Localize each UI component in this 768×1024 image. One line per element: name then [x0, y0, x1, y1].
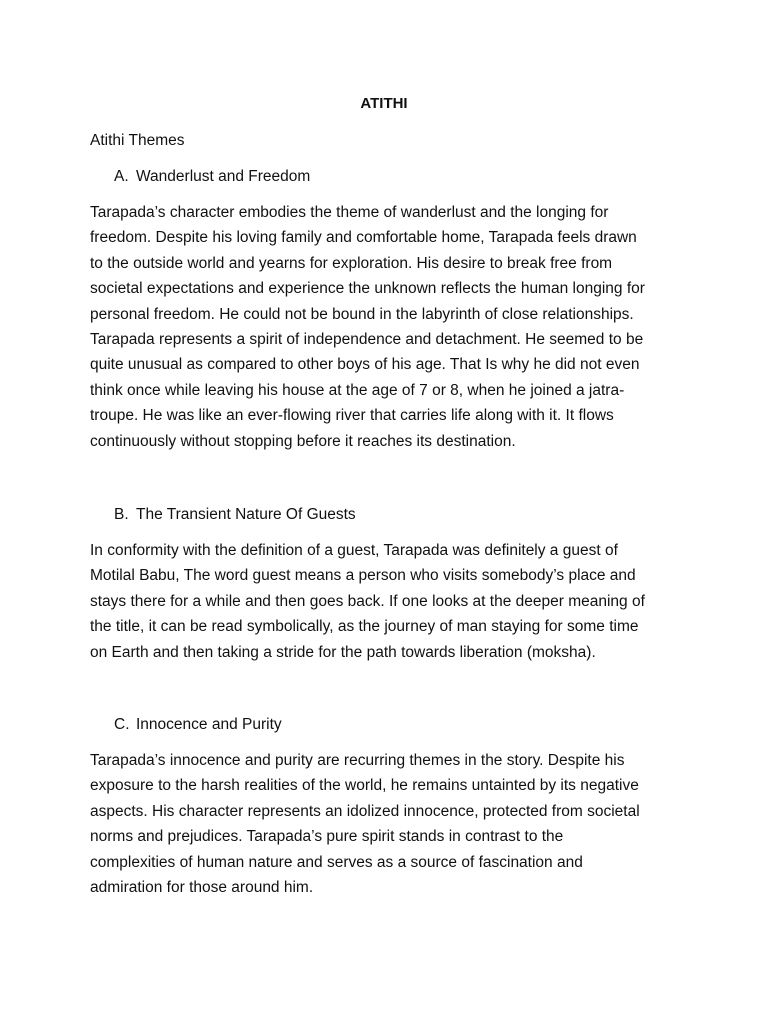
paragraph-line: Tarapada’s character embodies the theme of wanderlust and the longing for: [90, 204, 609, 221]
paragraph-line: freedom. Despite his loving family and comfortable home, Tarapada feels drawn: [90, 229, 637, 247]
paragraph-line: In conformity with the definition of a guest, Tarapada was definitely a guest of: [90, 542, 618, 559]
paragraph-line: the title, it can be read symbolically, as the journey of man staying for some time: [90, 618, 639, 636]
section-heading-text: Wanderlust and Freedom: [136, 168, 311, 185]
section-heading-text: Innocence and Purity: [136, 716, 282, 733]
section-letter: C.: [114, 716, 130, 733]
paragraph-line: to the outside world and yearns for exploration. His desire to break free from: [90, 254, 613, 272]
paragraph-line: Tarapada represents a spirit of independence and detachment. He seemed to be: [90, 331, 644, 349]
section-paragraph-b: [90, 538, 690, 665]
section-heading-b: [114, 505, 356, 525]
section-heading-text: The Transient Nature Of Guests: [136, 506, 356, 523]
paragraph-line: troupe. He was like an ever-flowing river that carries life along with it. It flows: [90, 407, 614, 425]
paragraph-line: on Earth and then taking a stride for the path towards liberation (moksha).: [90, 643, 596, 661]
document-title: ATITHI: [360, 95, 408, 112]
section-letter: A.: [114, 168, 129, 185]
section-letter: B.: [114, 506, 129, 523]
section-heading-c: [114, 715, 282, 735]
paragraph-line: Tarapada’s innocence and purity are recurring themes in the story. Despite his: [90, 752, 625, 769]
paragraph-line: quite unusual as compared to other boys of his age. That Is why he did not even: [90, 356, 640, 374]
paragraph-line: personal freedom. He could not be bound in the labyrinth of close relationships.: [90, 305, 634, 323]
paragraph-line: complexities of human nature and serves as a source of fascination and: [90, 853, 583, 871]
section-paragraph-a: [90, 200, 690, 454]
paragraph-line: aspects. His character represents an idolized innocence, protected from societal: [90, 802, 640, 820]
paragraph-line: continuously without stopping before it reaches its destination.: [90, 432, 516, 450]
section-paragraph-c: [90, 748, 690, 900]
paragraph-line: think once while leaving his house at the age of 7 or 8, when he joined a jatra-: [90, 381, 625, 399]
paragraph-line: Motilal Babu, The word guest means a person who visits somebody’s place and: [90, 567, 636, 585]
section-heading-a: [114, 167, 310, 187]
paragraph-line: norms and prejudices. Tarapada’s pure spirit stands in contrast to the: [90, 828, 564, 846]
paragraph-line: societal expectations and experience the unknown reflects the human longing for: [90, 280, 645, 298]
document-subtitle: Atithi Themes: [90, 132, 185, 149]
paragraph-line: admiration for those around him.: [90, 879, 314, 897]
paragraph-line: stays there for a while and then goes back. If one looks at the deeper meaning of: [90, 592, 645, 610]
paragraph-line: exposure to the harsh realities of the world, he remains untainted by its negative: [90, 777, 639, 795]
